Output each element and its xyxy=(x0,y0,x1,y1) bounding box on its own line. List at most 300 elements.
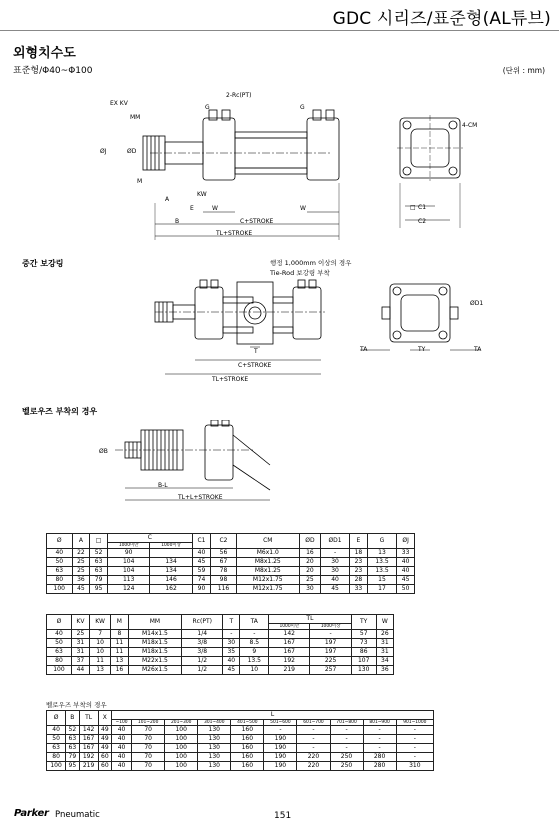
table-cell: 78 xyxy=(211,567,237,576)
table-cell: 160 xyxy=(231,762,264,771)
table-cell: 45 xyxy=(397,576,415,585)
label-rc-pt: 2-Rc(PT) xyxy=(226,92,252,99)
table-cell: 45 xyxy=(192,558,210,567)
reinforcement-ring-note-1: 행정 1,000mm 이상의 경우 xyxy=(270,259,352,267)
table-cell: 40 xyxy=(112,753,132,762)
table-cell: 40 xyxy=(112,762,132,771)
table-cell: 162 xyxy=(150,585,192,594)
table-cell: - xyxy=(297,744,330,753)
table-cell: 63 xyxy=(66,744,79,753)
col-header: TL xyxy=(79,711,98,726)
col-subheader: 201~300 xyxy=(165,720,198,726)
table-cell: 190 xyxy=(264,735,297,744)
col-header: Rc(PT) xyxy=(182,615,223,630)
table-cell: 25 xyxy=(72,567,90,576)
table-cell: 40 xyxy=(47,549,73,558)
table-cell: 45 xyxy=(72,585,90,594)
label-b-l: B-L xyxy=(158,482,168,489)
table-cell: 40 xyxy=(112,726,132,735)
table-cell: - xyxy=(330,735,363,744)
table-cell: M22x1.5 xyxy=(128,657,182,666)
col-subheader: 1000미만 xyxy=(107,543,149,549)
table-cell: 100 xyxy=(47,585,73,594)
label-ta-left: TA xyxy=(360,346,368,353)
table-cell: 74 xyxy=(192,576,210,585)
table-cell: 167 xyxy=(79,744,98,753)
table-cell: 33 xyxy=(350,585,368,594)
col-header: CM xyxy=(236,534,299,549)
table-cell: 25 xyxy=(299,576,320,585)
label-mm: MM xyxy=(130,114,141,121)
table-cell: 30 xyxy=(299,585,320,594)
label-b: B xyxy=(175,218,180,225)
table-cell: 31 xyxy=(71,639,89,648)
table-cell: 70 xyxy=(132,753,165,762)
col-header: E xyxy=(350,534,368,549)
table-row xyxy=(47,657,394,666)
table-cell: 10 xyxy=(89,639,110,648)
label-m: M xyxy=(137,178,143,185)
table-row xyxy=(47,762,434,771)
table-cell: 56 xyxy=(211,549,237,558)
table-cell: 250 xyxy=(330,753,363,762)
table-cell: 49 xyxy=(98,744,111,753)
table-cell: 13 xyxy=(367,549,396,558)
col-header: C1 xyxy=(192,534,210,549)
col-subheader: 101~200 xyxy=(132,720,165,726)
table-cell: 40 xyxy=(397,567,415,576)
table-cell: 197 xyxy=(310,639,351,648)
table-cell: 160 xyxy=(231,726,264,735)
table-cell: 197 xyxy=(310,648,351,657)
table-row xyxy=(47,630,394,639)
table-cell: 11 xyxy=(89,657,110,666)
table-cell: 100 xyxy=(165,726,198,735)
table-cell: 50 xyxy=(47,558,73,567)
col-header: M xyxy=(111,615,128,630)
table-cell: 63 xyxy=(47,567,73,576)
table-cell: 20 xyxy=(299,558,320,567)
col-header: B xyxy=(66,711,79,726)
table-cell: 9 xyxy=(240,648,269,657)
table-cell: 130 xyxy=(198,762,231,771)
col-subheader: 1000이상 xyxy=(310,624,351,630)
table-cell: 8 xyxy=(111,630,128,639)
table-cell: 70 xyxy=(132,735,165,744)
page-header-title: GDC 시리즈/표준형(AL튜브) xyxy=(332,9,551,29)
table-cell: 3/8 xyxy=(182,639,223,648)
col-header: ØD1 xyxy=(321,534,350,549)
table-cell: 13.5 xyxy=(367,567,396,576)
table-cell: 40 xyxy=(112,735,132,744)
table-cell: 1/4 xyxy=(182,630,223,639)
table-cell: 70 xyxy=(132,762,165,771)
col-subheader: 301~400 xyxy=(198,720,231,726)
table-cell: M14x1.5 xyxy=(128,630,182,639)
table-cell: 134 xyxy=(150,567,192,576)
table-cell: M18x1.5 xyxy=(128,639,182,648)
table-cell: 31 xyxy=(376,639,393,648)
label-tl-stroke: TL+STROKE xyxy=(216,230,253,237)
table-cell: 25 xyxy=(71,630,89,639)
label-ty: TY xyxy=(418,346,426,353)
col-header: W xyxy=(376,615,393,630)
table-cell: 100 xyxy=(165,744,198,753)
label-c-stroke: C+STROKE xyxy=(240,218,274,225)
table-cell: 13.5 xyxy=(240,657,269,666)
reinforcement-ring-drawing xyxy=(145,272,505,382)
table-cell: - xyxy=(396,735,433,744)
table-row xyxy=(47,666,394,675)
col-header: TL xyxy=(269,615,352,624)
table-cell: 3/8 xyxy=(182,648,223,657)
table-cell: 25 xyxy=(72,558,90,567)
table-cell: 250 xyxy=(330,762,363,771)
col-header: Ø xyxy=(47,615,72,630)
table-cell: 160 xyxy=(231,744,264,753)
table-cell: 50 xyxy=(397,585,415,594)
table-cell: 225 xyxy=(310,657,351,666)
col-header: ØJ xyxy=(397,534,415,549)
table-cell: 13 xyxy=(111,657,128,666)
table-cell: 79 xyxy=(90,576,108,585)
table-cell: - xyxy=(223,630,240,639)
table-cell: 49 xyxy=(98,735,111,744)
table-cell: 257 xyxy=(310,666,351,675)
table-cell: 40 xyxy=(321,576,350,585)
page-number: 151 xyxy=(274,811,292,821)
table-cell: 23 xyxy=(350,567,368,576)
table-cell: 50 xyxy=(47,735,66,744)
table-cell: 124 xyxy=(107,585,149,594)
table-row xyxy=(47,648,394,657)
table-cell: 113 xyxy=(107,576,149,585)
table-cell: 63 xyxy=(90,567,108,576)
table-cell: 18 xyxy=(350,549,368,558)
table-cell: 40 xyxy=(112,744,132,753)
table-cell: 16 xyxy=(111,666,128,675)
table-cell: 80 xyxy=(47,576,73,585)
table-cell: - xyxy=(310,630,351,639)
label-w-right: W xyxy=(300,205,306,212)
table-cell: 60 xyxy=(98,762,111,771)
table-cell: 90 xyxy=(192,585,210,594)
table-cell: M6x1.0 xyxy=(236,549,299,558)
table-cell: M8x1.25 xyxy=(236,558,299,567)
table-row xyxy=(47,726,434,735)
col-header: L xyxy=(112,711,434,720)
table-cell: 80 xyxy=(47,657,72,666)
dimension-table-1 xyxy=(46,533,415,594)
label-d1-dia: ØD1 xyxy=(470,300,484,307)
section-title: 외형치수도 xyxy=(13,46,76,61)
table-cell: 57 xyxy=(351,630,376,639)
table-cell: 220 xyxy=(297,762,330,771)
label-tl-stroke-2: TL+STROKE xyxy=(212,376,249,383)
table-cell: 63 xyxy=(90,558,108,567)
table-cell: - xyxy=(240,630,269,639)
table-row xyxy=(47,558,415,567)
table-cell: 31 xyxy=(376,648,393,657)
unit-note: (단위 : mm) xyxy=(502,66,545,75)
table-cell: 60 xyxy=(98,753,111,762)
table-cell: 167 xyxy=(79,735,98,744)
col-subheader: 701~800 xyxy=(330,720,363,726)
table-cell: - xyxy=(396,753,433,762)
col-header: KW xyxy=(89,615,110,630)
table-cell: 34 xyxy=(376,657,393,666)
col-header: ØD xyxy=(299,534,320,549)
label-g-right: G xyxy=(300,104,305,111)
col-header: A xyxy=(72,534,90,549)
table-cell: 59 xyxy=(192,567,210,576)
table-cell: 167 xyxy=(269,639,310,648)
label-t: T xyxy=(254,348,258,355)
bellows-table-title: 벨로우즈 부착의 경우 xyxy=(46,701,107,709)
bellows-drawing xyxy=(95,420,285,505)
label-ex-kv: EX KV xyxy=(110,100,128,107)
table-cell: - xyxy=(330,744,363,753)
table-cell: 20 xyxy=(299,567,320,576)
table-cell: 15 xyxy=(367,576,396,585)
table-cell: 95 xyxy=(90,585,108,594)
table-cell: 11 xyxy=(111,639,128,648)
table-cell: 130 xyxy=(198,726,231,735)
table-cell: 40 xyxy=(223,657,240,666)
table-cell: 95 xyxy=(66,762,79,771)
table-cell: 50 xyxy=(47,639,72,648)
table-cell: 40 xyxy=(47,630,72,639)
table-cell: - xyxy=(264,726,297,735)
table-cell: 280 xyxy=(363,762,396,771)
table-row xyxy=(47,567,415,576)
table-cell: 100 xyxy=(165,735,198,744)
table-cell: M26x1.5 xyxy=(128,666,182,675)
table-row xyxy=(47,744,434,753)
footer-brand: Pneumatic xyxy=(55,810,100,820)
col-subheader: 1000미만 xyxy=(269,624,310,630)
table-cell: - xyxy=(363,744,396,753)
table-cell: 40 xyxy=(192,549,210,558)
label-w-left: W xyxy=(212,205,218,212)
col-subheader: ~100 xyxy=(112,720,132,726)
table-row xyxy=(47,585,415,594)
table-cell: 35 xyxy=(223,648,240,657)
dimension-table-2 xyxy=(46,614,394,675)
col-header: □ xyxy=(90,534,108,549)
bellows-table xyxy=(46,710,434,771)
table-cell: M12x1.75 xyxy=(236,585,299,594)
table-cell: 142 xyxy=(269,630,310,639)
table-row xyxy=(47,753,434,762)
table-cell: 130 xyxy=(198,753,231,762)
table-cell: 146 xyxy=(150,576,192,585)
table-cell: 7 xyxy=(89,630,110,639)
table-cell: 23 xyxy=(350,558,368,567)
table-cell: 107 xyxy=(351,657,376,666)
col-subheader: 901~1000 xyxy=(396,720,433,726)
table-cell: 63 xyxy=(47,648,72,657)
table-cell: 219 xyxy=(79,762,98,771)
col-subheader: 501~600 xyxy=(264,720,297,726)
col-subheader: 401~500 xyxy=(231,720,264,726)
label-c-stroke-2: C+STROKE xyxy=(238,362,272,369)
col-header: Ø xyxy=(47,534,73,549)
table-cell: 116 xyxy=(211,585,237,594)
table-cell: 70 xyxy=(132,744,165,753)
table-cell: 31 xyxy=(71,648,89,657)
table-row xyxy=(47,735,434,744)
table-cell: 44 xyxy=(71,666,89,675)
table-cell: - xyxy=(297,735,330,744)
label-d-dia: ØD xyxy=(127,148,137,155)
table-cell: 49 xyxy=(98,726,111,735)
table-cell: 33 xyxy=(397,549,415,558)
table-cell: 10 xyxy=(240,666,269,675)
table-cell: 22 xyxy=(72,549,90,558)
col-header: TA xyxy=(240,615,269,630)
table-cell: 100 xyxy=(165,753,198,762)
table-cell: 90 xyxy=(107,549,149,558)
label-c1: C1 xyxy=(418,204,427,211)
table-cell: 190 xyxy=(264,744,297,753)
table-cell: 45 xyxy=(223,666,240,675)
table-cell: 100 xyxy=(47,762,66,771)
table-cell: 134 xyxy=(150,558,192,567)
label-tl-l-stroke: TL+L+STROKE xyxy=(178,494,223,501)
table-cell: 40 xyxy=(397,558,415,567)
table-cell: 80 xyxy=(47,753,66,762)
label-4-cm: 4-CM xyxy=(462,122,478,129)
table-cell: 310 xyxy=(396,762,433,771)
table-cell: 104 xyxy=(107,558,149,567)
table-cell: 52 xyxy=(66,726,79,735)
table-cell: - xyxy=(396,744,433,753)
header-rule xyxy=(0,30,559,31)
table-cell: 86 xyxy=(351,648,376,657)
col-header: KV xyxy=(71,615,89,630)
table-cell: 67 xyxy=(211,558,237,567)
table-cell: - xyxy=(396,726,433,735)
parker-logo: Parker xyxy=(14,808,49,819)
table-cell: 192 xyxy=(79,753,98,762)
col-header: Ø xyxy=(47,711,66,726)
table-cell: 73 xyxy=(351,639,376,648)
table-row xyxy=(47,549,415,558)
bellows-title: 벨로우즈 부착의 경우 xyxy=(22,407,98,416)
table-cell: 70 xyxy=(132,726,165,735)
table-cell: 17 xyxy=(367,585,396,594)
table-cell: 167 xyxy=(269,648,310,657)
table-cell: 63 xyxy=(47,744,66,753)
table-cell: 36 xyxy=(72,576,90,585)
table-cell: 13 xyxy=(89,666,110,675)
table-cell: 63 xyxy=(66,735,79,744)
table-cell: M12x1.75 xyxy=(236,576,299,585)
label-square: □ xyxy=(410,204,416,211)
table-cell: 45 xyxy=(321,585,350,594)
table-cell: 130 xyxy=(351,666,376,675)
table-cell: 1/2 xyxy=(182,666,223,675)
table-row xyxy=(47,639,394,648)
table-cell: 100 xyxy=(165,762,198,771)
col-subheader: 601~700 xyxy=(297,720,330,726)
table-cell: 40 xyxy=(47,726,66,735)
section-subtitle: 표준형/Φ40~Φ100 xyxy=(13,66,93,76)
table-cell: 1/2 xyxy=(182,657,223,666)
label-ta-right: TA xyxy=(474,346,482,353)
table-cell: 280 xyxy=(363,753,396,762)
table-cell: 16 xyxy=(299,549,320,558)
table-cell: 36 xyxy=(376,666,393,675)
table-cell: 11 xyxy=(111,648,128,657)
table-cell: M18x1.5 xyxy=(128,648,182,657)
label-b-dia: ØB xyxy=(99,448,108,455)
table-cell: 160 xyxy=(231,735,264,744)
col-subheader: 801~900 xyxy=(363,720,396,726)
reinforcement-ring-title: 중간 보강링 xyxy=(22,259,64,268)
table-cell: 37 xyxy=(71,657,89,666)
table-cell: - xyxy=(363,735,396,744)
label-g-left: G xyxy=(205,104,210,111)
col-header: T xyxy=(223,615,240,630)
reinforcement-ring-note-2: Tie-Rod 보강링 부착 xyxy=(270,269,330,277)
label-a: A xyxy=(165,196,170,203)
label-kw: KW xyxy=(197,191,207,198)
table-cell: - xyxy=(363,726,396,735)
table-cell: 30 xyxy=(223,639,240,648)
table-cell: 220 xyxy=(297,753,330,762)
table-cell: 130 xyxy=(198,735,231,744)
col-header: C2 xyxy=(211,534,237,549)
col-subheader: 1000이상 xyxy=(150,543,192,549)
label-c2: C2 xyxy=(418,218,427,225)
table-cell: 100 xyxy=(47,666,72,675)
table-cell: 52 xyxy=(90,549,108,558)
col-header: C xyxy=(107,534,192,543)
table-cell: - xyxy=(297,726,330,735)
table-cell: 30 xyxy=(321,558,350,567)
table-cell: 79 xyxy=(66,753,79,762)
table-cell: 28 xyxy=(350,576,368,585)
table-cell: - xyxy=(321,549,350,558)
table-cell: - xyxy=(330,726,363,735)
label-e: E xyxy=(190,205,194,212)
table-cell: 13.5 xyxy=(367,558,396,567)
table-cell xyxy=(150,549,192,558)
table-cell: 192 xyxy=(269,657,310,666)
table-cell: 160 xyxy=(231,753,264,762)
table-cell: 142 xyxy=(79,726,98,735)
label-j-dia: ØJ xyxy=(100,148,107,155)
col-header: MM xyxy=(128,615,182,630)
col-header: G xyxy=(367,534,396,549)
table-cell: 190 xyxy=(264,753,297,762)
table-cell: 190 xyxy=(264,762,297,771)
table-cell: 8.5 xyxy=(240,639,269,648)
standard-cylinder-drawing xyxy=(95,88,485,248)
table-row xyxy=(47,576,415,585)
col-header: TY xyxy=(351,615,376,630)
table-cell: 130 xyxy=(198,744,231,753)
table-cell: 98 xyxy=(211,576,237,585)
table-cell: 10 xyxy=(89,648,110,657)
table-cell: M8x1.25 xyxy=(236,567,299,576)
table-cell: 26 xyxy=(376,630,393,639)
table-cell: 104 xyxy=(107,567,149,576)
table-cell: 30 xyxy=(321,567,350,576)
table-cell: 219 xyxy=(269,666,310,675)
